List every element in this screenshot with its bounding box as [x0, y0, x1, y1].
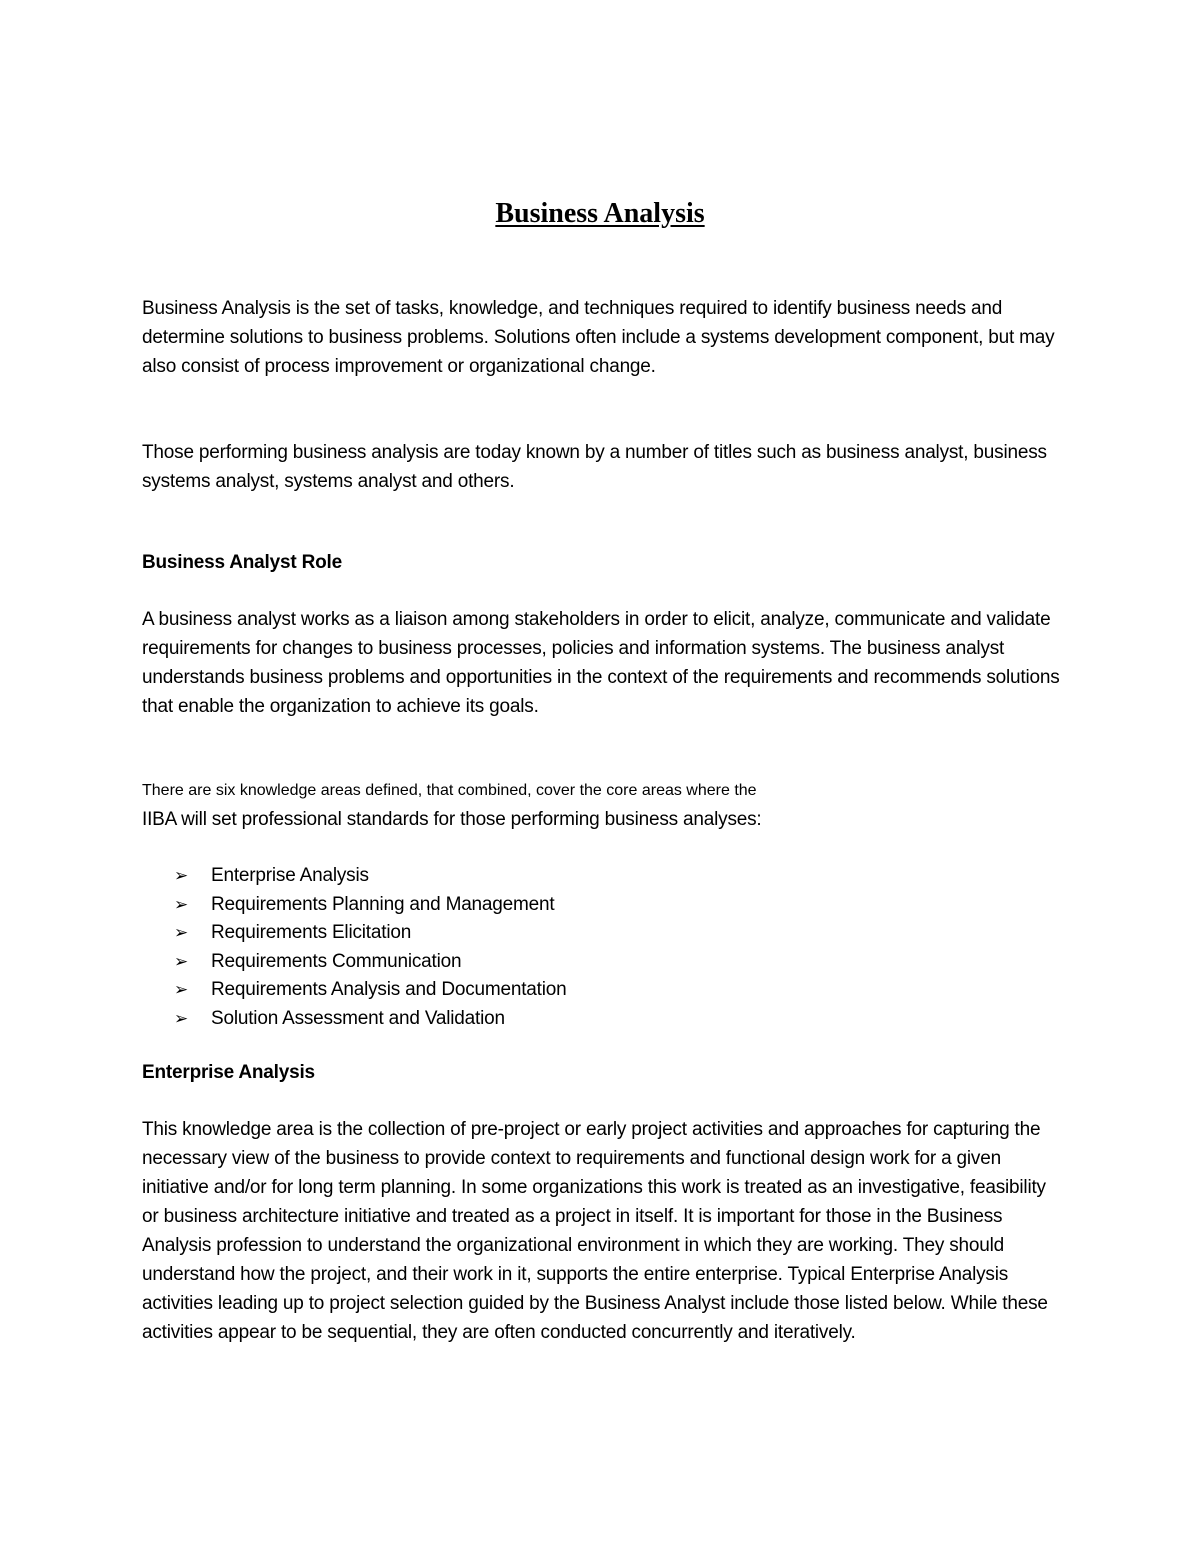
arrowhead-bullet-icon: ➢	[174, 1008, 189, 1029]
arrowhead-bullet-icon: ➢	[174, 894, 189, 915]
knowledge-areas-list	[174, 862, 567, 1033]
knowledge-areas-intro-line-1: There are six knowledge areas defined, that combined, cover the core areas where the	[142, 782, 757, 799]
list-item: ➢ Requirements Elicitation	[174, 919, 567, 948]
knowledge-areas-intro-line-2: IIBA will set professional standards for those performing business analyses:	[142, 809, 762, 830]
list-item: ➢ Solution Assessment and Validation	[174, 1005, 567, 1034]
list-item: ➢ Requirements Communication	[174, 948, 567, 977]
section-heading-enterprise-analysis: Enterprise Analysis	[142, 1062, 315, 1083]
arrowhead-bullet-icon: ➢	[174, 951, 189, 972]
intro-paragraph: Business Analysis is the set of tasks, knowledge, and techniques required to identify business needs and determine solutions to business problems. Solutions often include a systems development component, but may also consist of process improvement or organizational change.	[142, 298, 1055, 377]
section-heading-business-analyst-role: Business Analyst Role	[142, 552, 342, 573]
arrowhead-bullet-icon: ➢	[174, 923, 189, 944]
list-item: ➢ Requirements Analysis and Documentation	[174, 976, 567, 1005]
enterprise-paragraph: This knowledge area is the collection of pre-project or early project activities and approaches for capturing the necessary view of the business to provide context to requirements and functional design work for a given initiative and/or for long term planning. In some organizations this work is treated as an investigative, feasibility or business architecture initiative and treated as a project in itself. It is important for those in the Business Analysis profession to understand the organizational environment in which they are working. They should understand how the project, and their work in it, supports the entire enterprise. Typical Enterprise Analysis activities leading up to project selection guided by the Business Analyst include those listed below. While these activities appear to be sequential, they are often conducted concurrently and iteratively.	[142, 1119, 1048, 1343]
role-paragraph: A business analyst works as a liaison among stakeholders in order to elicit, analyze, communicate and validate requirements for changes to business processes, policies and information systems. The business analyst understands business problems and opportunities in the context of the requirements and recommends solutions that enable the organization to achieve its goals.	[142, 609, 1060, 717]
list-item: ➢ Requirements Planning and Management	[174, 891, 567, 920]
list-item: ➢ Enterprise Analysis	[174, 862, 567, 891]
titles-paragraph: Those performing business analysis are today known by a number of titles such as business analyst, business systems analyst, systems analyst and others.	[142, 442, 1047, 492]
arrowhead-bullet-icon: ➢	[174, 980, 189, 1001]
document-title: Business Analysis	[495, 198, 705, 229]
arrowhead-bullet-icon: ➢	[174, 866, 189, 887]
